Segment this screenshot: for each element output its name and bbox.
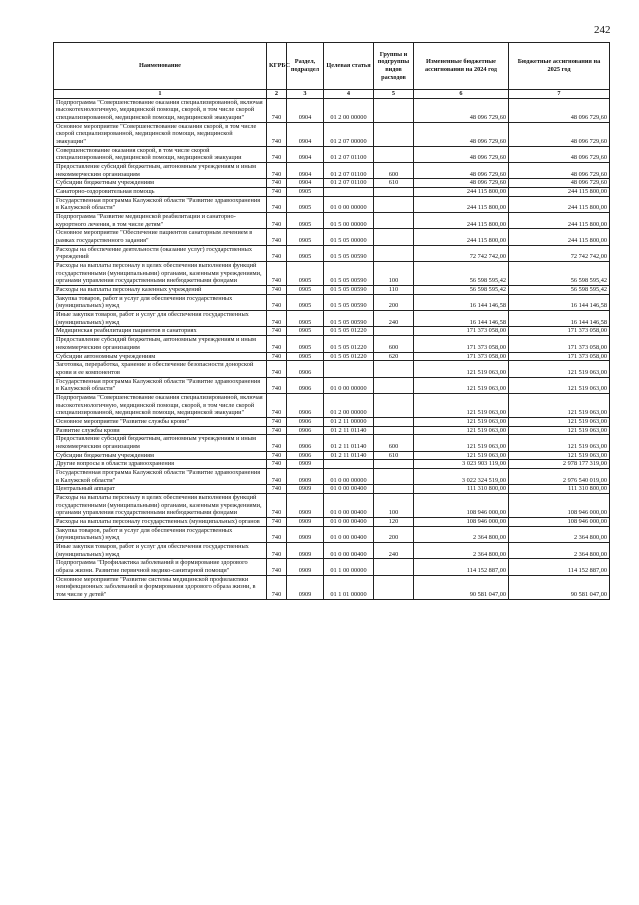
- cell-section: 0905: [287, 262, 324, 286]
- cell-amount-2025: 121 519 063,00: [509, 451, 610, 460]
- cell-target: [324, 361, 374, 377]
- cell-target: 01 2 11 00000: [324, 417, 374, 426]
- column-number: 1: [54, 90, 267, 99]
- cell-name: Санаторно-оздоровительная помощь: [54, 188, 267, 197]
- cell-kgrbs: 740: [267, 435, 287, 451]
- cell-kgrbs: 740: [267, 311, 287, 327]
- cell-section: 0909: [287, 460, 324, 469]
- cell-section: 0906: [287, 393, 324, 417]
- cell-target: 01 0 00 00400: [324, 493, 374, 517]
- cell-amount-2025: 171 373 058,00: [509, 327, 610, 336]
- cell-group: [374, 426, 414, 435]
- cell-amount-2024: 121 519 063,00: [414, 393, 509, 417]
- cell-amount-2025: 171 373 058,00: [509, 352, 610, 361]
- cell-section: 0906: [287, 417, 324, 426]
- cell-kgrbs: 740: [267, 575, 287, 599]
- cell-kgrbs: 740: [267, 468, 287, 484]
- cell-name: Подпрограмма "Совершенствование оказания специализированной, включая высокотехнологичную, медицинской помощи, скорой, в том числе скорой специализированной, медицинской помощи, медицинской эвакуации": [54, 98, 267, 122]
- header-target: Целевая статья: [324, 43, 374, 90]
- cell-section: 0909: [287, 526, 324, 542]
- table-row: [54, 213, 610, 229]
- cell-amount-2025: 56 598 595,42: [509, 262, 610, 286]
- cell-group: [374, 361, 414, 377]
- cell-target: 01 5 05 00590: [324, 262, 374, 286]
- cell-kgrbs: 740: [267, 451, 287, 460]
- cell-group: [374, 559, 414, 575]
- cell-amount-2024: 171 373 058,00: [414, 352, 509, 361]
- cell-kgrbs: 740: [267, 98, 287, 122]
- cell-target: 01 2 00 00000: [324, 98, 374, 122]
- cell-amount-2025: 121 519 063,00: [509, 393, 610, 417]
- cell-target: 01 1 00 00000: [324, 559, 374, 575]
- cell-name: Развитие службы крови: [54, 426, 267, 435]
- cell-amount-2025: 56 598 595,42: [509, 286, 610, 295]
- cell-target: 01 2 07 01100: [324, 179, 374, 188]
- cell-amount-2025: 16 144 146,58: [509, 311, 610, 327]
- cell-name: Предоставление субсидий бюджетным, автономным учреждениям и иным некоммерческим организациям: [54, 163, 267, 179]
- cell-amount-2025: 121 519 063,00: [509, 417, 610, 426]
- cell-name: Расходы на выплаты персоналу казенных учреждений: [54, 286, 267, 295]
- cell-name: Государственная программа Калужской области "Развитие здравоохранения в Калужской области": [54, 377, 267, 393]
- cell-amount-2024: 3 022 324 519,00: [414, 468, 509, 484]
- cell-amount-2025: 48 096 729,60: [509, 98, 610, 122]
- cell-amount-2025: 121 519 063,00: [509, 435, 610, 451]
- cell-group: [374, 417, 414, 426]
- cell-amount-2025: 2 976 540 019,00: [509, 468, 610, 484]
- table-row: [54, 517, 610, 526]
- cell-amount-2025: 48 096 729,60: [509, 146, 610, 162]
- table-row: [54, 526, 610, 542]
- table-row: [54, 493, 610, 517]
- cell-amount-2025: 244 115 800,00: [509, 196, 610, 212]
- page-number: 242: [594, 24, 611, 36]
- cell-target: 01 0 00 00000: [324, 196, 374, 212]
- cell-name: Заготовка, переработка, хранение и обеспечение безопасности донорской крови и ее компонентов: [54, 361, 267, 377]
- cell-name: Расходы на выплаты персоналу в целях обеспечения выполнения функций государственными (муниципальными) органами, казенными учреждениями, органами управления государственными внебюджетными фондами: [54, 493, 267, 517]
- cell-amount-2024: 56 598 595,42: [414, 286, 509, 295]
- cell-kgrbs: 740: [267, 517, 287, 526]
- cell-name: Медицинская реабилитация пациентов в санаториях: [54, 327, 267, 336]
- cell-name: Совершенствование оказания скорой, в том числе скорой специализированной, медицинской помощи, медицинской эвакуации: [54, 146, 267, 162]
- column-number: 3: [287, 90, 324, 99]
- cell-section: 0906: [287, 361, 324, 377]
- cell-kgrbs: 740: [267, 229, 287, 245]
- cell-amount-2024: 16 144 146,58: [414, 294, 509, 310]
- cell-name: Расходы на выплаты персоналу государственных (муниципальных) органов: [54, 517, 267, 526]
- cell-amount-2024: 244 115 800,00: [414, 229, 509, 245]
- cell-group: [374, 327, 414, 336]
- cell-kgrbs: 740: [267, 327, 287, 336]
- cell-amount-2025: 48 096 729,60: [509, 179, 610, 188]
- table-row: [54, 393, 610, 417]
- table-row: [54, 262, 610, 286]
- cell-group: [374, 468, 414, 484]
- cell-target: 01 2 11 01140: [324, 435, 374, 451]
- cell-amount-2024: 108 946 000,00: [414, 493, 509, 517]
- cell-amount-2024: 2 364 800,00: [414, 542, 509, 558]
- cell-target: 01 2 07 01100: [324, 146, 374, 162]
- cell-target: 01 0 00 00400: [324, 485, 374, 494]
- table-row: [54, 311, 610, 327]
- table-row: [54, 575, 610, 599]
- cell-name: Иные закупки товаров, работ и услуг для обеспечения государственных (муниципальных) нужд: [54, 542, 267, 558]
- cell-target: [324, 188, 374, 197]
- cell-section: 0906: [287, 426, 324, 435]
- cell-amount-2024: 2 364 800,00: [414, 526, 509, 542]
- cell-group: [374, 377, 414, 393]
- cell-name: Подпрограмма "Развитие медицинской реабилитации и санаторно-курортного лечения, в том числе детям": [54, 213, 267, 229]
- cell-kgrbs: 740: [267, 352, 287, 361]
- cell-name: Государственная программа Калужской области "Развитие здравоохранения в Калужской области": [54, 468, 267, 484]
- cell-amount-2025: 90 581 047,00: [509, 575, 610, 599]
- cell-amount-2024: 48 096 729,60: [414, 146, 509, 162]
- cell-group: [374, 213, 414, 229]
- cell-amount-2025: 72 742 742,00: [509, 245, 610, 261]
- cell-amount-2024: 121 519 063,00: [414, 377, 509, 393]
- cell-section: 0904: [287, 179, 324, 188]
- cell-amount-2024: 56 598 595,42: [414, 262, 509, 286]
- cell-target: 01 5 05 00590: [324, 311, 374, 327]
- cell-amount-2025: 108 946 000,00: [509, 493, 610, 517]
- cell-amount-2025: 114 152 887,00: [509, 559, 610, 575]
- cell-name: Субсидии бюджетным учреждениям: [54, 179, 267, 188]
- cell-kgrbs: 740: [267, 146, 287, 162]
- cell-amount-2025: 121 519 063,00: [509, 426, 610, 435]
- cell-kgrbs: 740: [267, 262, 287, 286]
- cell-kgrbs: 740: [267, 426, 287, 435]
- cell-amount-2024: 114 152 887,00: [414, 559, 509, 575]
- cell-group: [374, 196, 414, 212]
- table-row: [54, 485, 610, 494]
- cell-amount-2024: 108 946 000,00: [414, 517, 509, 526]
- column-number: 2: [267, 90, 287, 99]
- header-row: [54, 43, 610, 90]
- cell-group: 600: [374, 336, 414, 352]
- cell-target: 01 2 00 00000: [324, 393, 374, 417]
- table-row: [54, 163, 610, 179]
- table-row: [54, 327, 610, 336]
- table-row: [54, 352, 610, 361]
- cell-section: 0905: [287, 327, 324, 336]
- cell-kgrbs: 740: [267, 361, 287, 377]
- cell-kgrbs: 740: [267, 163, 287, 179]
- cell-group: 610: [374, 451, 414, 460]
- cell-name: Предоставление субсидий бюджетным, автономным учреждениям и иным некоммерческим организациям: [54, 435, 267, 451]
- cell-target: 01 5 00 00000: [324, 213, 374, 229]
- cell-group: 110: [374, 286, 414, 295]
- cell-section: 0904: [287, 163, 324, 179]
- table-row: [54, 179, 610, 188]
- table-row: [54, 460, 610, 469]
- cell-amount-2025: 16 144 146,58: [509, 294, 610, 310]
- cell-kgrbs: 740: [267, 493, 287, 517]
- cell-section: 0905: [287, 245, 324, 261]
- cell-group: [374, 146, 414, 162]
- cell-target: 01 5 05 01220: [324, 352, 374, 361]
- cell-kgrbs: 740: [267, 196, 287, 212]
- cell-amount-2024: 90 581 047,00: [414, 575, 509, 599]
- cell-amount-2024: 48 096 729,60: [414, 98, 509, 122]
- column-number: 4: [324, 90, 374, 99]
- cell-kgrbs: 740: [267, 213, 287, 229]
- cell-target: 01 5 05 00000: [324, 229, 374, 245]
- cell-kgrbs: 740: [267, 559, 287, 575]
- cell-name: Государственная программа Калужской области "Развитие здравоохранения в Калужской области": [54, 196, 267, 212]
- cell-kgrbs: 740: [267, 417, 287, 426]
- cell-target: 01 0 00 00400: [324, 526, 374, 542]
- cell-amount-2024: 244 115 800,00: [414, 196, 509, 212]
- cell-amount-2024: 48 096 729,60: [414, 163, 509, 179]
- header-name: Наименование: [54, 43, 267, 90]
- cell-amount-2025: 121 519 063,00: [509, 377, 610, 393]
- cell-kgrbs: 740: [267, 526, 287, 542]
- cell-section: 0909: [287, 542, 324, 558]
- table-row: [54, 188, 610, 197]
- cell-target: 01 5 05 01220: [324, 336, 374, 352]
- cell-amount-2024: 121 519 063,00: [414, 426, 509, 435]
- cell-kgrbs: 740: [267, 122, 287, 146]
- cell-target: 01 0 00 00000: [324, 377, 374, 393]
- cell-amount-2024: 121 519 063,00: [414, 451, 509, 460]
- cell-target: 01 2 11 01140: [324, 426, 374, 435]
- cell-amount-2025: 171 373 058,00: [509, 336, 610, 352]
- table-row: [54, 426, 610, 435]
- cell-section: 0905: [287, 229, 324, 245]
- column-number: 5: [374, 90, 414, 99]
- cell-amount-2024: 48 096 729,60: [414, 179, 509, 188]
- cell-group: 100: [374, 493, 414, 517]
- cell-section: 0905: [287, 352, 324, 361]
- header-changed-2024: Измененные бюджетные ассигнования на 2024 год: [414, 43, 509, 90]
- budget-table-body: [54, 98, 610, 599]
- cell-amount-2024: 48 096 729,60: [414, 122, 509, 146]
- cell-group: 600: [374, 163, 414, 179]
- cell-section: 0904: [287, 98, 324, 122]
- cell-name: Закупка товаров, работ и услуг для обеспечения государственных (муниципальных) нужд: [54, 526, 267, 542]
- cell-amount-2025: 2 364 800,00: [509, 542, 610, 558]
- cell-kgrbs: 740: [267, 336, 287, 352]
- cell-amount-2025: 108 946 000,00: [509, 517, 610, 526]
- table-row: [54, 146, 610, 162]
- header-budget-2025: Бюджетные ассигнования на 2025 год: [509, 43, 610, 90]
- cell-section: 0909: [287, 485, 324, 494]
- table-row: [54, 336, 610, 352]
- cell-section: 0909: [287, 575, 324, 599]
- cell-amount-2024: 121 519 063,00: [414, 361, 509, 377]
- header-kgrbs: КГРБС: [267, 43, 287, 90]
- table-row: [54, 122, 610, 146]
- cell-name: Подпрограмма "Совершенствование оказания специализированной, включая высокотехнологичную, медицинской помощи, скорой, в том числе скорой специализированной, медицинской помощи, медицинской эвакуации": [54, 393, 267, 417]
- cell-amount-2024: 171 373 058,00: [414, 336, 509, 352]
- cell-section: 0906: [287, 451, 324, 460]
- cell-name: Субсидии бюджетным учреждениям: [54, 451, 267, 460]
- header-groups: Группы и подгруппы видов расходов: [374, 43, 414, 90]
- cell-name: Основное мероприятие "Развитие системы медицинской профилактики неинфекционных заболеваний и формирования здорового образа жизни, в том числе у детей": [54, 575, 267, 599]
- cell-group: [374, 98, 414, 122]
- cell-group: [374, 122, 414, 146]
- table-row: [54, 361, 610, 377]
- cell-section: 0906: [287, 377, 324, 393]
- cell-target: 01 5 05 01220: [324, 327, 374, 336]
- cell-group: [374, 485, 414, 494]
- cell-amount-2024: 171 373 058,00: [414, 327, 509, 336]
- cell-section: 0909: [287, 468, 324, 484]
- cell-target: 01 2 07 00000: [324, 122, 374, 146]
- cell-group: 200: [374, 294, 414, 310]
- cell-amount-2024: 121 519 063,00: [414, 417, 509, 426]
- cell-group: [374, 393, 414, 417]
- cell-section: 0909: [287, 493, 324, 517]
- cell-name: Иные закупки товаров, работ и услуг для обеспечения государственных (муниципальных) нужд: [54, 311, 267, 327]
- cell-target: 01 5 05 00590: [324, 245, 374, 261]
- cell-section: 0905: [287, 286, 324, 295]
- cell-group: [374, 245, 414, 261]
- cell-name: Центральный аппарат: [54, 485, 267, 494]
- cell-target: [324, 460, 374, 469]
- cell-amount-2025: 48 096 729,60: [509, 122, 610, 146]
- cell-amount-2025: 244 115 800,00: [509, 213, 610, 229]
- cell-name: Закупка товаров, работ и услуг для обеспечения государственных (муниципальных) нужд: [54, 294, 267, 310]
- cell-amount-2025: 244 115 800,00: [509, 229, 610, 245]
- cell-section: 0905: [287, 294, 324, 310]
- cell-section: 0905: [287, 311, 324, 327]
- cell-group: [374, 575, 414, 599]
- cell-group: 240: [374, 542, 414, 558]
- cell-section: 0905: [287, 196, 324, 212]
- table-row: [54, 196, 610, 212]
- cell-target: 01 5 05 00590: [324, 294, 374, 310]
- table-row: [54, 245, 610, 261]
- cell-amount-2025: 2 364 800,00: [509, 526, 610, 542]
- column-number: 7: [509, 90, 610, 99]
- cell-section: 0909: [287, 517, 324, 526]
- cell-name: Основное мероприятие "Совершенствование оказания скорой, в том числе скорой специализированной, медицинской помощи, медицинской эвакуации": [54, 122, 267, 146]
- cell-group: [374, 460, 414, 469]
- cell-section: 0905: [287, 213, 324, 229]
- cell-amount-2024: 244 115 800,00: [414, 213, 509, 229]
- cell-kgrbs: 740: [267, 179, 287, 188]
- cell-group: 610: [374, 179, 414, 188]
- cell-section: 0905: [287, 336, 324, 352]
- column-number-row: [54, 90, 610, 99]
- cell-section: 0904: [287, 122, 324, 146]
- cell-amount-2024: 121 519 063,00: [414, 435, 509, 451]
- cell-name: Другие вопросы в области здравоохранения: [54, 460, 267, 469]
- cell-amount-2025: 48 096 729,60: [509, 163, 610, 179]
- cell-name: Подпрограмма "Профилактика заболеваний и формирование здорового образа жизни. Развитие первичной медико-санитарной помощи": [54, 559, 267, 575]
- cell-name: Субсидии автономным учреждениям: [54, 352, 267, 361]
- cell-amount-2025: 2 978 177 319,00: [509, 460, 610, 469]
- cell-name: Предоставление субсидий бюджетным, автономным учреждениям и иным некоммерческим организациям: [54, 336, 267, 352]
- cell-group: [374, 229, 414, 245]
- table-row: [54, 286, 610, 295]
- cell-amount-2024: 72 742 742,00: [414, 245, 509, 261]
- table-row: [54, 229, 610, 245]
- table-row: [54, 294, 610, 310]
- header-section: Раздел, подраздел: [287, 43, 324, 90]
- cell-kgrbs: 740: [267, 294, 287, 310]
- cell-amount-2025: 111 310 800,00: [509, 485, 610, 494]
- cell-kgrbs: 740: [267, 393, 287, 417]
- cell-target: 01 0 00 00400: [324, 542, 374, 558]
- cell-target: 01 1 01 00000: [324, 575, 374, 599]
- cell-amount-2024: 3 023 903 119,00: [414, 460, 509, 469]
- cell-amount-2024: 111 310 800,00: [414, 485, 509, 494]
- table-row: [54, 468, 610, 484]
- cell-kgrbs: 740: [267, 485, 287, 494]
- cell-kgrbs: 740: [267, 286, 287, 295]
- table-row: [54, 377, 610, 393]
- cell-name: Основное мероприятие "Развитие службы крови": [54, 417, 267, 426]
- cell-group: 620: [374, 352, 414, 361]
- cell-section: 0909: [287, 559, 324, 575]
- cell-group: [374, 188, 414, 197]
- cell-group: 600: [374, 435, 414, 451]
- cell-name: Основное мероприятие "Обеспечение пациентов санаторным лечением в рамках государственного задания": [54, 229, 267, 245]
- cell-section: 0904: [287, 146, 324, 162]
- cell-group: 100: [374, 262, 414, 286]
- table-row: [54, 417, 610, 426]
- cell-amount-2024: 244 115 800,00: [414, 188, 509, 197]
- cell-target: 01 0 00 00000: [324, 468, 374, 484]
- cell-target: 01 0 00 00400: [324, 517, 374, 526]
- cell-amount-2024: 16 144 146,58: [414, 311, 509, 327]
- cell-kgrbs: 740: [267, 188, 287, 197]
- cell-section: 0906: [287, 435, 324, 451]
- column-number: 6: [414, 90, 509, 99]
- cell-kgrbs: 740: [267, 542, 287, 558]
- cell-group: 200: [374, 526, 414, 542]
- cell-name: Расходы на выплаты персоналу в целях обеспечения выполнения функций государственными (муниципальными) органами, казенными учреждениями, органами управления государственными внебюджетными фондами: [54, 262, 267, 286]
- cell-section: 0905: [287, 188, 324, 197]
- cell-group: 120: [374, 517, 414, 526]
- cell-kgrbs: 740: [267, 377, 287, 393]
- cell-amount-2025: 121 519 063,00: [509, 361, 610, 377]
- cell-group: 240: [374, 311, 414, 327]
- table-row: [54, 451, 610, 460]
- table-row: [54, 435, 610, 451]
- cell-target: 01 2 11 01140: [324, 451, 374, 460]
- cell-kgrbs: 740: [267, 460, 287, 469]
- cell-amount-2025: 244 115 800,00: [509, 188, 610, 197]
- table-row: [54, 559, 610, 575]
- cell-target: 01 2 07 01100: [324, 163, 374, 179]
- budget-table: [53, 42, 610, 600]
- cell-kgrbs: 740: [267, 245, 287, 261]
- table-row: [54, 542, 610, 558]
- cell-target: 01 5 05 00590: [324, 286, 374, 295]
- table-row: [54, 98, 610, 122]
- cell-name: Расходы на обеспечение деятельности (оказание услуг) государственных учреждений: [54, 245, 267, 261]
